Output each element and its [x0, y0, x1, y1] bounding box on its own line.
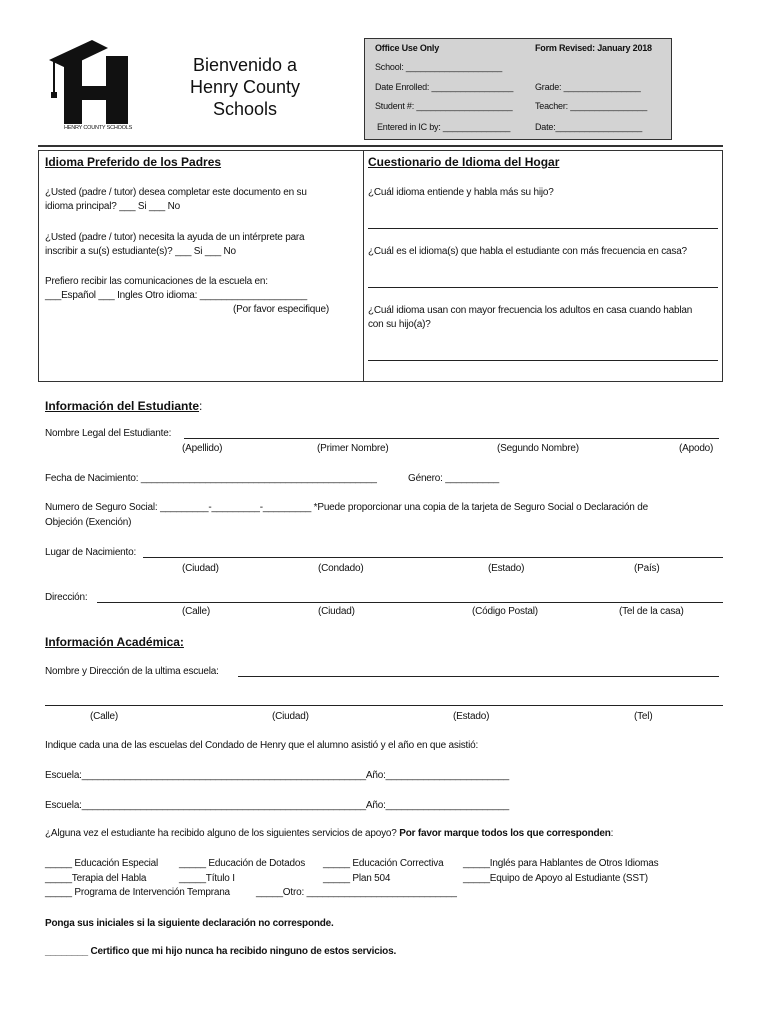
henry-county-logo [44, 38, 139, 134]
ssn-field[interactable]: Numero de Seguro Social: _________-_________-_________ *Puede proporcionar una copia de la tarjeta de Seguro Social o Declaración de [45, 502, 648, 513]
service-esol[interactable]: _____Inglés para Hablantes de Otros Idiomas [463, 858, 659, 869]
birth-city-caption: (Ciudad) [182, 563, 219, 574]
support-services-instruction: Por favor marque todos los que corresponden [399, 828, 611, 839]
last-school-line-1[interactable] [238, 676, 719, 677]
last-school-line-2[interactable] [45, 705, 723, 706]
home-q2: ¿Cuál es el idioma(s) que habla el estudiante con más frecuencia en casa? [368, 246, 687, 257]
birth-date-field[interactable]: Fecha de Nacimiento: ____________________________________________ [45, 473, 377, 484]
student-info-heading: Información del Estudiante [45, 399, 200, 413]
home-q1: ¿Cuál idioma entiende y habla más su hijo? [368, 187, 554, 198]
birth-county-caption: (Condado) [318, 563, 364, 574]
primer-nombre-caption: (Primer Nombre) [317, 443, 389, 454]
address-city-caption: (Ciudad) [318, 606, 355, 617]
address-phone-caption: (Tel de la casa) [619, 606, 684, 617]
welcome-line-3: Schools [212, 99, 278, 119]
parent-q2-line-1: ¿Usted (padre / tutor) necesita la ayuda de un intérprete para [45, 232, 305, 243]
address-label: Dirección: [45, 592, 88, 603]
language-box [38, 150, 723, 382]
parent-q3-line-1: Prefiero recibir las comunicaciones de la escuela en: [45, 276, 268, 287]
home-q3-answer-line[interactable] [368, 360, 718, 361]
gender-field[interactable]: Género: __________ [408, 473, 499, 484]
parent-q3[interactable] [45, 275, 355, 317]
birth-place-line[interactable] [143, 557, 723, 558]
office-use-box [364, 38, 672, 140]
legal-name-label: Nombre Legal del Estudiante: [45, 428, 172, 439]
parent-q2-line-2: inscribir a su(s) estudiante(s)? ___ Si ___ No [45, 246, 236, 257]
student-info-heading-wrap [45, 397, 202, 415]
academic-info-heading: Información Académica: [45, 635, 184, 649]
office-date-enrolled: Date Enrolled: _________________ [375, 82, 514, 92]
initials-instruction: Ponga sus iniciales si la siguiente declaración no corresponde. [45, 918, 334, 929]
service-special-ed[interactable]: _____ Educación Especial [45, 858, 159, 869]
service-speech-therapy[interactable]: _____Terapia del Habla [45, 873, 147, 884]
welcome-line-2: Henry County [189, 77, 301, 97]
indicate-schools-text: Indique cada una de las escuelas del Condado de Henry que el alumno asistió y el año en que asistió: [45, 740, 479, 751]
office-teacher: Teacher: ________________ [535, 101, 648, 111]
apellido-caption: (Apellido) [182, 443, 223, 454]
service-sst[interactable]: _____Equipo de Apoyo al Estudiante (SST) [463, 873, 648, 884]
address-zip-caption: (Código Postal) [472, 606, 538, 617]
parent-q2[interactable] [45, 231, 355, 259]
service-plan-504[interactable]: _____ Plan 504 [323, 873, 391, 884]
school-year-field-2[interactable]: Escuela:_____________________________________________________Año:_______________________ [45, 800, 510, 811]
home-q3-line-1: ¿Cuál idioma usan con mayor frecuencia los adultos en casa cuando hablan [368, 305, 693, 316]
form-revised: Form Revised: January 2018 [535, 43, 652, 53]
school-state-caption: (Estado) [453, 711, 490, 722]
school-city-caption: (Ciudad) [272, 711, 309, 722]
service-early-intervention[interactable]: _____ Programa de Intervención Temprana [45, 887, 230, 898]
office-school: School: ____________________ [375, 62, 503, 72]
address-line[interactable] [97, 602, 723, 603]
office-date: Date:__________________ [535, 122, 643, 132]
birth-country-caption: (País) [634, 563, 660, 574]
welcome-line-1: Bienvenido a [192, 55, 298, 75]
service-other[interactable]: _____Otro: ____________________________ [256, 887, 457, 898]
school-year-field-1[interactable]: Escuela:_____________________________________________________Año:_______________________ [45, 770, 510, 781]
parent-q1-line-2: idioma principal? ___ Si ___ No [45, 201, 180, 212]
legal-name-line[interactable] [184, 438, 719, 439]
ssn-line-2: Objeción (Exención) [45, 517, 132, 528]
apodo-caption: (Apodo) [679, 443, 714, 454]
service-gifted-ed[interactable]: _____ Educación de Dotados [179, 858, 306, 869]
school-phone-caption: (Tel) [634, 711, 653, 722]
support-services-text: ¿Alguna vez el estudiante ha recibido alguno de los siguientes servicios de apoyo? [45, 828, 397, 839]
office-student-number: Student #: ____________________ [375, 101, 513, 111]
home-language-heading: Cuestionario de Idioma del Hogar [368, 155, 560, 169]
address-street-caption: (Calle) [182, 606, 211, 617]
home-q1-answer-line[interactable] [368, 228, 718, 229]
parent-q3-line-2: ___Español ___ Ingles Otro idioma: ____________________ [45, 290, 307, 301]
student-info-colon: : [199, 399, 203, 413]
service-remedial-ed[interactable]: _____ Educación Correctiva [323, 858, 444, 869]
parent-q1[interactable] [45, 186, 355, 214]
parent-q3-line-3: (Por favor especifique) [232, 304, 329, 315]
office-title: Office Use Only [375, 43, 440, 53]
welcome-title [160, 54, 330, 120]
language-box-divider [363, 151, 364, 381]
certify-statement[interactable]: ________ Certifico que mi hijo nunca ha recibido ninguno de estos servicios. [45, 946, 397, 957]
header-divider [38, 145, 723, 147]
parent-language-heading: Idioma Preferido de los Padres [45, 155, 222, 169]
office-grade: Grade: ________________ [535, 82, 641, 92]
logo-caption: HENRY COUNTY SCHOOLS [64, 125, 133, 131]
home-q2-answer-line[interactable] [368, 287, 718, 288]
home-q3 [368, 304, 723, 332]
office-entered-ic: Entered in IC by: ______________ [377, 122, 511, 132]
segundo-nombre-caption: (Segundo Nombre) [497, 443, 579, 454]
support-services-colon: : [610, 828, 614, 839]
birth-state-caption: (Estado) [488, 563, 525, 574]
birth-place-label: Lugar de Nacimiento: [45, 547, 137, 558]
support-services-question [45, 828, 613, 839]
logo-graphic [44, 38, 139, 134]
parent-q1-line-1: ¿Usted (padre / tutor) desea completar este documento en su [45, 187, 307, 198]
service-title-i[interactable]: _____Título I [179, 873, 235, 884]
school-street-caption: (Calle) [90, 711, 119, 722]
last-school-label: Nombre y Dirección de la ultima escuela: [45, 666, 219, 677]
home-q3-line-2: con su hijo(a)? [368, 319, 431, 330]
